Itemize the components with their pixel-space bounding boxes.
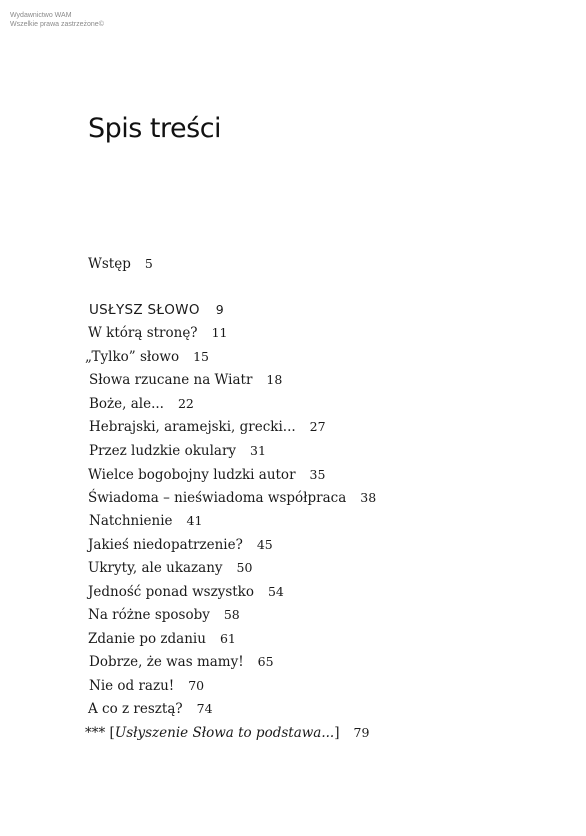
- toc-entry: [89, 417, 326, 437]
- toc-entry: [89, 441, 266, 461]
- toc-entry-label: Słowa rzucane na Wiatr: [89, 372, 253, 388]
- toc-entry: [88, 323, 227, 343]
- toc-entry: [88, 629, 236, 649]
- toc-entry-label: Dobrze, że was mamy!: [89, 654, 244, 670]
- toc-entry-page: 22: [177, 396, 194, 411]
- toc-entry-label: Natchnienie: [89, 513, 173, 529]
- toc-entry-page: 15: [193, 349, 209, 364]
- toc-entry-label: Usłyszenie Słowa to podstawa...: [114, 725, 335, 741]
- toc-entry-label: Jedność ponad wszystko: [88, 584, 254, 600]
- toc-entry-page: 50: [236, 560, 253, 575]
- toc-entry-page: 74: [196, 701, 213, 716]
- toc-entry-label: A co z resztą?: [88, 701, 183, 717]
- toc-entry-prefix: *** [: [85, 725, 115, 741]
- toc-entry-label: Nie od razu!: [89, 678, 175, 694]
- toc-entry-page: 58: [223, 607, 240, 622]
- toc-entry-label: Przez ludzkie okulary: [89, 443, 237, 459]
- toc-entry-label: Zdanie po zdaniu: [88, 631, 206, 647]
- publisher-notice: [10, 11, 104, 29]
- toc-entry-page: 31: [250, 443, 266, 458]
- toc-entry-final: [85, 723, 369, 743]
- toc-entry: [88, 488, 376, 508]
- toc-entry-page: 27: [309, 419, 326, 434]
- toc-entry-label: Hebrajski, aramejski, grecki...: [89, 419, 296, 435]
- toc-entry-page: 45: [256, 537, 273, 552]
- rights-notice: Wszelkie prawa zastrzeżone©: [10, 21, 104, 28]
- toc-entry-page: 18: [266, 372, 283, 387]
- toc-section-page: 9: [215, 302, 225, 317]
- toc-entry: [89, 511, 202, 531]
- toc-entry-label: Ukryty, ale ukazany: [88, 560, 223, 576]
- page-title: Spis treści: [88, 113, 222, 144]
- toc-entry: [89, 652, 274, 672]
- toc-entry: [89, 676, 204, 696]
- toc-entry-page: 38: [360, 490, 377, 505]
- toc-entry-label: Wielce bogobojny ludzki autor: [88, 467, 296, 483]
- toc-section-label: USŁYSZ SŁOWO: [89, 302, 200, 318]
- toc-entry-page: 79: [353, 725, 370, 740]
- toc-entry: [88, 582, 284, 602]
- toc-entry-label: Świadoma – nieświadoma współpraca: [88, 490, 347, 506]
- toc-entry-label: Jakieś niedopatrzenie?: [88, 537, 243, 553]
- toc-entry: [88, 558, 252, 578]
- toc-entry-page: 70: [188, 678, 205, 693]
- toc-entry-intro: [88, 254, 153, 274]
- toc-entry: [88, 465, 325, 485]
- toc-entry-label: Wstęp: [88, 256, 131, 272]
- toc-entry: [88, 699, 213, 719]
- toc-entry: [89, 370, 282, 390]
- toc-entry-label: Boże, ale...: [89, 396, 164, 412]
- toc-entry-page: 61: [219, 631, 236, 646]
- toc-entry-page: 11: [211, 325, 228, 340]
- toc-entry-page: 65: [257, 654, 274, 669]
- toc-entry-label: „Tylko” słowo: [85, 349, 180, 365]
- publisher-name: Wydawnictwo WAM: [10, 12, 72, 19]
- toc-entry: [88, 535, 273, 555]
- toc-entry-label: W którą stronę?: [88, 325, 198, 341]
- toc-entry-label: Na różne sposoby: [88, 607, 210, 623]
- toc-entry-page: 41: [186, 513, 203, 528]
- toc-section-heading: [89, 300, 224, 320]
- toc-entry: [88, 605, 240, 625]
- toc-entry-page: 35: [309, 467, 326, 482]
- toc-entry-suffix: ]: [334, 725, 340, 741]
- toc-entry: [89, 394, 194, 414]
- toc-entry: [85, 347, 209, 367]
- toc-entry-page: 5: [144, 256, 153, 271]
- toc-entry-page: 54: [267, 584, 284, 599]
